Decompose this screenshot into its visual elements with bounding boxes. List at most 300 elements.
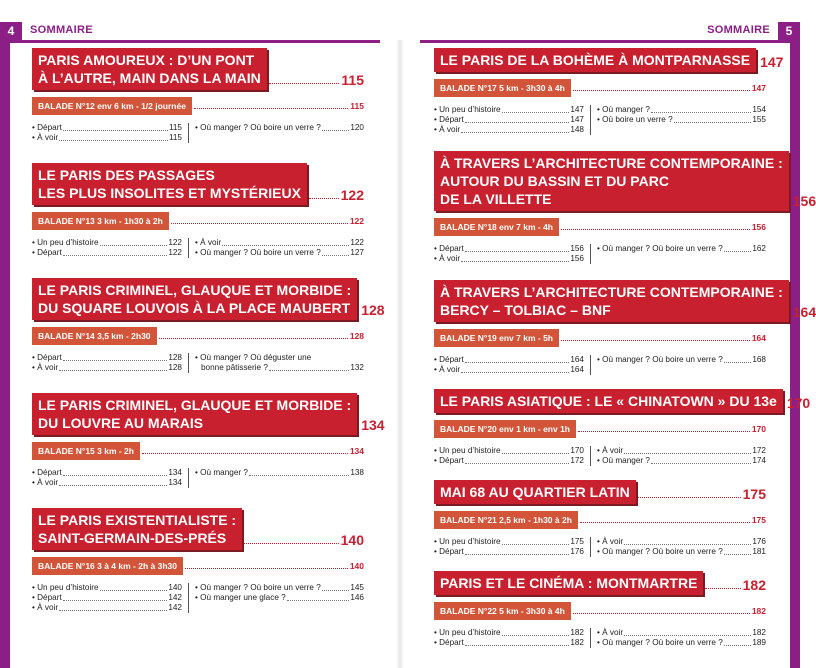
balade-row[interactable] bbox=[32, 97, 364, 115]
entry-label: • Départ bbox=[434, 115, 464, 124]
section-page: 134 bbox=[361, 417, 385, 433]
entry-page: 154 bbox=[752, 105, 766, 114]
section-title-line: LE PARIS DE LA BOHÈME À MONTPARNASSE bbox=[440, 52, 751, 68]
entries-block bbox=[32, 238, 364, 258]
balade-page: 122 bbox=[349, 216, 364, 226]
toc-entry[interactable] bbox=[434, 125, 584, 135]
toc-entry[interactable] bbox=[434, 115, 584, 125]
section-title-line: PARIS ET LE CINÉMA : MONTMARTRE bbox=[440, 575, 698, 591]
entry-label: • Un peu d’histoire bbox=[32, 583, 99, 592]
toc-section bbox=[32, 278, 385, 373]
section-title-row[interactable] bbox=[434, 48, 784, 72]
toc-entry[interactable] bbox=[434, 355, 584, 365]
entry-page: 164 bbox=[570, 355, 584, 364]
entries-column-left bbox=[434, 537, 590, 557]
entry-label: • Où manger ? Où déguster une bbox=[195, 353, 312, 362]
entry-page: 156 bbox=[570, 254, 584, 263]
section-title bbox=[434, 151, 789, 211]
entry-label: • Où manger ? Où boire un verre ? bbox=[597, 355, 723, 364]
entry-label: • Où manger ? bbox=[597, 105, 650, 114]
entry-label: • À voir bbox=[32, 363, 59, 372]
toc-entry[interactable] bbox=[434, 254, 584, 264]
balade-row[interactable] bbox=[32, 212, 364, 230]
toc-entry[interactable] bbox=[434, 638, 584, 648]
entry-label: • Où manger ? Où boire un verre ? bbox=[597, 244, 723, 253]
toc-entry[interactable] bbox=[597, 547, 766, 557]
left-running-title: SOMMAIRE bbox=[30, 24, 93, 36]
dot-leader bbox=[578, 431, 750, 432]
entry-label: • À voir bbox=[597, 446, 624, 455]
entry-label: • À voir bbox=[195, 238, 222, 247]
toc-entry[interactable] bbox=[434, 547, 584, 557]
page-header bbox=[0, 0, 800, 40]
left-page-contents bbox=[32, 48, 385, 613]
dot-leader bbox=[244, 543, 339, 544]
entry-page: 127 bbox=[350, 248, 364, 257]
dot-leader bbox=[461, 372, 569, 373]
balade-page: 134 bbox=[349, 446, 364, 456]
entry-label: • Départ bbox=[434, 244, 464, 253]
section-title-row[interactable] bbox=[434, 571, 766, 595]
toc-entry[interactable] bbox=[597, 446, 766, 456]
section-title-row[interactable] bbox=[434, 151, 816, 211]
dot-leader bbox=[705, 588, 740, 589]
section-title bbox=[32, 278, 357, 320]
section-title bbox=[32, 508, 242, 550]
balade-row[interactable] bbox=[434, 329, 766, 347]
entry-label: • Un peu d’histoire bbox=[434, 446, 501, 455]
balade-row[interactable] bbox=[434, 79, 766, 97]
entry-page: 147 bbox=[570, 105, 584, 114]
balade-row[interactable] bbox=[434, 420, 766, 438]
toc-section bbox=[434, 389, 811, 466]
section-title-line: AUTOUR DU BASSIN ET DU PARC bbox=[440, 173, 669, 189]
toc-entry[interactable] bbox=[597, 105, 766, 115]
entry-page: 170 bbox=[570, 446, 584, 455]
right-running-title: SOMMAIRE bbox=[707, 24, 770, 36]
section-title-line: À TRAVERS L’ARCHITECTURE CONTEMPORAINE : bbox=[440, 155, 783, 171]
dot-leader bbox=[222, 245, 349, 246]
section-title-row[interactable] bbox=[32, 278, 385, 320]
dot-leader bbox=[185, 568, 348, 569]
toc-section bbox=[32, 48, 364, 143]
section-page: 122 bbox=[340, 187, 364, 203]
entry-page: 174 bbox=[752, 456, 766, 465]
dot-leader bbox=[724, 362, 752, 363]
toc-entry[interactable] bbox=[32, 468, 182, 478]
entry-label: • Où manger une glace ? bbox=[195, 593, 286, 602]
dot-leader bbox=[724, 645, 752, 646]
entries-block bbox=[434, 244, 766, 264]
toc-entry[interactable] bbox=[32, 248, 182, 258]
right-page-contents bbox=[434, 48, 816, 648]
entries-column-right bbox=[590, 244, 766, 264]
dot-leader bbox=[63, 600, 168, 601]
section-title-row[interactable] bbox=[32, 163, 364, 205]
toc-entry[interactable] bbox=[195, 123, 364, 133]
entries-column-right bbox=[590, 537, 766, 557]
entries-column-right bbox=[590, 446, 766, 466]
balade-label: BALADE N°17 5 km - 3h30 à 4h bbox=[434, 79, 571, 97]
dot-leader bbox=[59, 610, 167, 611]
entry-page: 115 bbox=[168, 133, 182, 142]
section-title-line: LE PARIS CRIMINEL, GLAUQUE ET MORBIDE : bbox=[38, 397, 352, 413]
dot-leader bbox=[724, 251, 752, 252]
dot-leader bbox=[171, 223, 348, 224]
dot-leader bbox=[322, 255, 350, 256]
toc-section bbox=[434, 48, 784, 135]
toc-entry[interactable] bbox=[597, 244, 766, 254]
balade-page: 140 bbox=[349, 561, 364, 571]
balade-label: BALADE N°14 3,5 km - 2h30 bbox=[32, 327, 157, 345]
dot-leader bbox=[63, 255, 168, 256]
dot-leader bbox=[269, 370, 349, 371]
entry-page: 172 bbox=[752, 446, 766, 455]
section-title-line: LE PARIS DES PASSAGES bbox=[38, 167, 215, 183]
dot-leader bbox=[502, 635, 570, 636]
balade-page: 175 bbox=[751, 515, 766, 525]
section-title-line: LE PARIS ASIATIQUE : LE « CHINATOWN » DU 13e bbox=[440, 393, 777, 409]
entries-block bbox=[434, 446, 766, 466]
entries-block bbox=[32, 468, 364, 488]
dot-leader bbox=[59, 140, 168, 141]
dot-leader bbox=[142, 453, 348, 454]
dot-leader bbox=[624, 544, 751, 545]
entry-label: • Où boire un verre ? bbox=[597, 115, 673, 124]
balade-row[interactable] bbox=[32, 442, 364, 460]
entry-page: 122 bbox=[168, 248, 182, 257]
dot-leader bbox=[502, 112, 570, 113]
section-title-line: PARIS AMOUREUX : D’UN PONT bbox=[38, 52, 255, 68]
entries-column-left bbox=[32, 468, 188, 488]
section-title-row[interactable] bbox=[434, 389, 811, 413]
right-page-edge bbox=[790, 40, 800, 668]
dot-leader bbox=[580, 522, 750, 523]
balade-label: BALADE N°12 env 6 km - 1/2 journée bbox=[32, 97, 192, 115]
toc-entry[interactable] bbox=[434, 456, 584, 466]
entry-label: • Départ bbox=[32, 468, 62, 477]
toc-entry[interactable] bbox=[434, 628, 584, 638]
section-title bbox=[434, 389, 783, 413]
entry-page: 176 bbox=[570, 547, 584, 556]
entry-label: • Un peu d’histoire bbox=[434, 628, 501, 637]
balade-label: BALADE N°15 3 km - 2h bbox=[32, 442, 140, 460]
balade-page: 156 bbox=[751, 222, 766, 232]
entries-column-left bbox=[434, 355, 590, 375]
balade-page: 147 bbox=[751, 83, 766, 93]
entry-page: 155 bbox=[752, 115, 766, 124]
entries-column-right bbox=[188, 353, 364, 373]
dot-leader bbox=[561, 340, 750, 341]
dot-leader bbox=[465, 554, 570, 555]
section-title bbox=[434, 280, 789, 322]
entry-page: 140 bbox=[168, 583, 182, 592]
entries-block bbox=[32, 123, 364, 143]
section-page: 156 bbox=[792, 193, 816, 209]
balade-row[interactable] bbox=[434, 602, 766, 620]
dot-leader bbox=[159, 338, 348, 339]
entry-page: 176 bbox=[752, 537, 766, 546]
toc-entry[interactable] bbox=[597, 456, 766, 466]
entry-label: • À voir bbox=[32, 478, 59, 487]
toc-entry[interactable] bbox=[32, 593, 182, 603]
toc-section bbox=[434, 480, 766, 557]
section-title-line: LE PARIS EXISTENTIALISTE : bbox=[38, 512, 237, 528]
entries-column-right bbox=[188, 238, 364, 258]
balade-row[interactable] bbox=[32, 557, 364, 575]
balade-page: 170 bbox=[751, 424, 766, 434]
balade-label: BALADE N°16 3 à 4 km - 2h à 3h30 bbox=[32, 557, 183, 575]
entry-page: 115 bbox=[168, 123, 182, 132]
entries-block bbox=[32, 583, 364, 613]
entry-label: • Où manger ? bbox=[195, 468, 248, 477]
toc-section bbox=[32, 163, 364, 258]
entry-page: 122 bbox=[350, 238, 364, 247]
entry-label: • À voir bbox=[434, 125, 461, 134]
toc-entry[interactable] bbox=[434, 365, 584, 375]
entry-page: 156 bbox=[570, 244, 584, 253]
entry-page: 120 bbox=[350, 123, 364, 132]
dot-leader bbox=[465, 645, 570, 646]
section-title bbox=[32, 48, 267, 90]
entry-page: 189 bbox=[752, 638, 766, 647]
toc-entry[interactable] bbox=[434, 244, 584, 254]
dot-leader bbox=[461, 132, 569, 133]
dot-leader bbox=[63, 360, 168, 361]
dot-leader bbox=[638, 497, 741, 498]
entry-page: 164 bbox=[570, 365, 584, 374]
entry-label: • À voir bbox=[597, 537, 624, 546]
section-page: 182 bbox=[742, 577, 766, 593]
entries-column-left bbox=[434, 628, 590, 648]
section-title-row[interactable] bbox=[434, 280, 816, 322]
toc-section bbox=[434, 151, 816, 264]
entries-block bbox=[434, 537, 766, 557]
toc-entry[interactable] bbox=[597, 628, 766, 638]
toc-entry[interactable] bbox=[32, 353, 182, 363]
toc-section bbox=[434, 280, 816, 375]
entry-page: 132 bbox=[350, 363, 364, 372]
balade-row[interactable] bbox=[434, 218, 766, 236]
entry-label: • Un peu d’histoire bbox=[434, 537, 501, 546]
entry-page: 148 bbox=[570, 125, 584, 134]
entry-label: • À voir bbox=[434, 254, 461, 263]
book-gutter bbox=[396, 40, 404, 668]
entry-label: • Où manger ? Où boire un verre ? bbox=[195, 123, 321, 132]
entry-label: • Départ bbox=[434, 355, 464, 364]
entry-page: 142 bbox=[168, 593, 182, 602]
entry-page: 181 bbox=[752, 547, 766, 556]
balade-page: 164 bbox=[751, 333, 766, 343]
toc-entry[interactable] bbox=[434, 446, 584, 456]
balade-label: BALADE N°20 env 1 km - env 1h bbox=[434, 420, 576, 438]
toc-entry[interactable] bbox=[195, 353, 364, 373]
entry-page: 182 bbox=[570, 628, 584, 637]
section-title bbox=[434, 480, 636, 504]
section-title bbox=[434, 48, 756, 72]
section-page: 170 bbox=[786, 395, 811, 411]
toc-section bbox=[32, 508, 364, 613]
dot-leader bbox=[561, 229, 750, 230]
toc-entry[interactable] bbox=[195, 468, 364, 478]
toc-entry[interactable] bbox=[32, 133, 182, 143]
balade-page: 128 bbox=[349, 331, 364, 341]
toc-entry[interactable] bbox=[597, 638, 766, 648]
dot-leader bbox=[573, 90, 750, 91]
balade-label: BALADE N°21 2,5 km - 1h30 à 2h bbox=[434, 511, 578, 529]
entries-block bbox=[434, 628, 766, 648]
entry-label: • Départ bbox=[434, 547, 464, 556]
left-page-number: 4 bbox=[0, 22, 22, 40]
entry-label: • Où manger ? Où boire un verre ? bbox=[195, 248, 321, 257]
section-page: 164 bbox=[792, 304, 816, 320]
dot-leader bbox=[573, 613, 750, 614]
dot-leader bbox=[502, 453, 570, 454]
dot-leader bbox=[249, 475, 349, 476]
section-title bbox=[434, 571, 703, 595]
dot-leader bbox=[465, 463, 570, 464]
toc-entry[interactable] bbox=[32, 123, 182, 133]
dot-leader bbox=[461, 261, 569, 262]
entries-column-right bbox=[188, 583, 364, 613]
entry-label: • Départ bbox=[434, 638, 464, 647]
section-title-row[interactable] bbox=[434, 480, 766, 504]
dot-leader bbox=[322, 590, 350, 591]
entries-column-left bbox=[32, 583, 188, 613]
entry-label: • Départ bbox=[434, 456, 464, 465]
section-title-line: À TRAVERS L’ARCHITECTURE CONTEMPORAINE : bbox=[440, 284, 783, 300]
toc-entry[interactable] bbox=[195, 593, 364, 603]
entry-label: • Un peu d’histoire bbox=[32, 238, 99, 247]
toc-entry[interactable] bbox=[597, 355, 766, 365]
section-title-line: À L’AUTRE, MAIN DANS LA MAIN bbox=[38, 70, 261, 86]
right-page-number: 5 bbox=[778, 22, 800, 40]
entry-label: • Où manger ? Où boire un verre ? bbox=[195, 583, 321, 592]
dot-leader bbox=[502, 544, 570, 545]
balade-label: BALADE N°19 env 7 km - 5h bbox=[434, 329, 559, 347]
section-title-line: LES PLUS INSOLITES ET MYSTÉRIEUX bbox=[38, 185, 301, 201]
entry-label: • Où manger ? Où boire un verre ? bbox=[597, 547, 723, 556]
entries-column-right bbox=[188, 123, 364, 143]
entry-label: • À voir bbox=[32, 603, 59, 612]
toc-section bbox=[32, 393, 385, 488]
entries-column-right bbox=[590, 355, 766, 375]
toc-entry[interactable] bbox=[195, 583, 364, 593]
entry-second-line bbox=[195, 363, 364, 373]
entry-page: 128 bbox=[168, 353, 182, 362]
entry-label: • Où manger ? Où boire un verre ? bbox=[597, 638, 723, 647]
entries-column-left bbox=[434, 446, 590, 466]
entry-page: 134 bbox=[168, 478, 182, 487]
entry-page: 182 bbox=[570, 638, 584, 647]
section-title-line: MAI 68 AU QUARTIER LATIN bbox=[440, 484, 630, 500]
header-rule-left bbox=[0, 40, 380, 43]
dot-leader bbox=[269, 83, 340, 84]
dot-leader bbox=[322, 130, 350, 131]
entry-page: 182 bbox=[752, 628, 766, 637]
toc-entry[interactable] bbox=[32, 583, 182, 593]
dot-leader bbox=[651, 463, 751, 464]
entries-column-left bbox=[434, 244, 590, 264]
entry-label: • Départ bbox=[32, 123, 62, 132]
entry-label: • Départ bbox=[32, 353, 62, 362]
balade-label: BALADE N°18 env 7 km - 4h bbox=[434, 218, 559, 236]
balade-label: BALADE N°22 5 km - 3h30 à 4h bbox=[434, 602, 571, 620]
section-title-line: LE PARIS CRIMINEL, GLAUQUE ET MORBIDE : bbox=[38, 282, 352, 298]
toc-entry[interactable] bbox=[195, 248, 364, 258]
section-page: 140 bbox=[340, 532, 364, 548]
entry-page: 146 bbox=[350, 593, 364, 602]
section-title-row[interactable] bbox=[32, 393, 385, 435]
entries-column-right bbox=[590, 628, 766, 648]
entry-label: • À voir bbox=[434, 365, 461, 374]
entry-label: • Un peu d’histoire bbox=[434, 105, 501, 114]
toc-entry[interactable] bbox=[597, 537, 766, 547]
dot-leader bbox=[194, 108, 348, 109]
section-page: 128 bbox=[361, 302, 385, 318]
entries-column-right bbox=[188, 468, 364, 488]
entry-page: 175 bbox=[570, 537, 584, 546]
entry-page: 122 bbox=[168, 238, 182, 247]
toc-entry[interactable] bbox=[434, 537, 584, 547]
dot-leader bbox=[465, 362, 570, 363]
dot-leader bbox=[624, 635, 751, 636]
section-page: 115 bbox=[341, 72, 364, 88]
section-title-line: SAINT-GERMAIN-DES-PRÉS bbox=[38, 530, 227, 546]
entry-page: 145 bbox=[350, 583, 364, 592]
dot-leader bbox=[63, 475, 168, 476]
entry-label: • Où manger ? bbox=[597, 456, 650, 465]
dot-leader bbox=[100, 590, 168, 591]
toc-entry[interactable] bbox=[32, 363, 182, 373]
entry-page: 142 bbox=[168, 603, 182, 612]
balade-row[interactable] bbox=[32, 327, 364, 345]
dot-leader bbox=[63, 130, 168, 131]
entries-block bbox=[434, 105, 766, 135]
entry-page: 134 bbox=[168, 468, 182, 477]
entries-block bbox=[32, 353, 364, 373]
dot-leader bbox=[465, 122, 570, 123]
dot-leader bbox=[465, 251, 570, 252]
entries-block bbox=[434, 355, 766, 375]
section-title-line: DU SQUARE LOUVOIS À LA PLACE MAUBERT bbox=[38, 300, 351, 316]
toc-entry[interactable] bbox=[434, 105, 584, 115]
dot-leader bbox=[309, 198, 339, 199]
toc-entry[interactable] bbox=[32, 603, 182, 613]
toc-entry[interactable] bbox=[32, 478, 182, 488]
entries-column-right bbox=[590, 105, 766, 135]
balade-page: 115 bbox=[350, 101, 364, 111]
section-title-row[interactable] bbox=[32, 48, 364, 90]
entries-column-left bbox=[32, 353, 188, 373]
section-title-line: DE LA VILLETTE bbox=[440, 191, 552, 207]
balade-page: 182 bbox=[751, 606, 766, 616]
entry-label-continued: bonne pâtisserie ? bbox=[201, 363, 268, 372]
toc-entry[interactable] bbox=[195, 238, 364, 248]
toc-entry[interactable] bbox=[32, 238, 182, 248]
balade-row[interactable] bbox=[434, 511, 766, 529]
section-title bbox=[32, 163, 307, 205]
section-page: 175 bbox=[742, 486, 766, 502]
balade-label: BALADE N°13 3 km - 1h30 à 2h bbox=[32, 212, 169, 230]
entry-page: 128 bbox=[168, 363, 182, 372]
section-title-row[interactable] bbox=[32, 508, 364, 550]
dot-leader bbox=[624, 453, 751, 454]
dot-leader bbox=[674, 122, 752, 123]
toc-entry[interactable] bbox=[597, 115, 766, 125]
section-title-line: BERCY – TOLBIAC – BNF bbox=[440, 302, 611, 318]
section-title-line: DU LOUVRE AU MARAIS bbox=[38, 415, 204, 431]
